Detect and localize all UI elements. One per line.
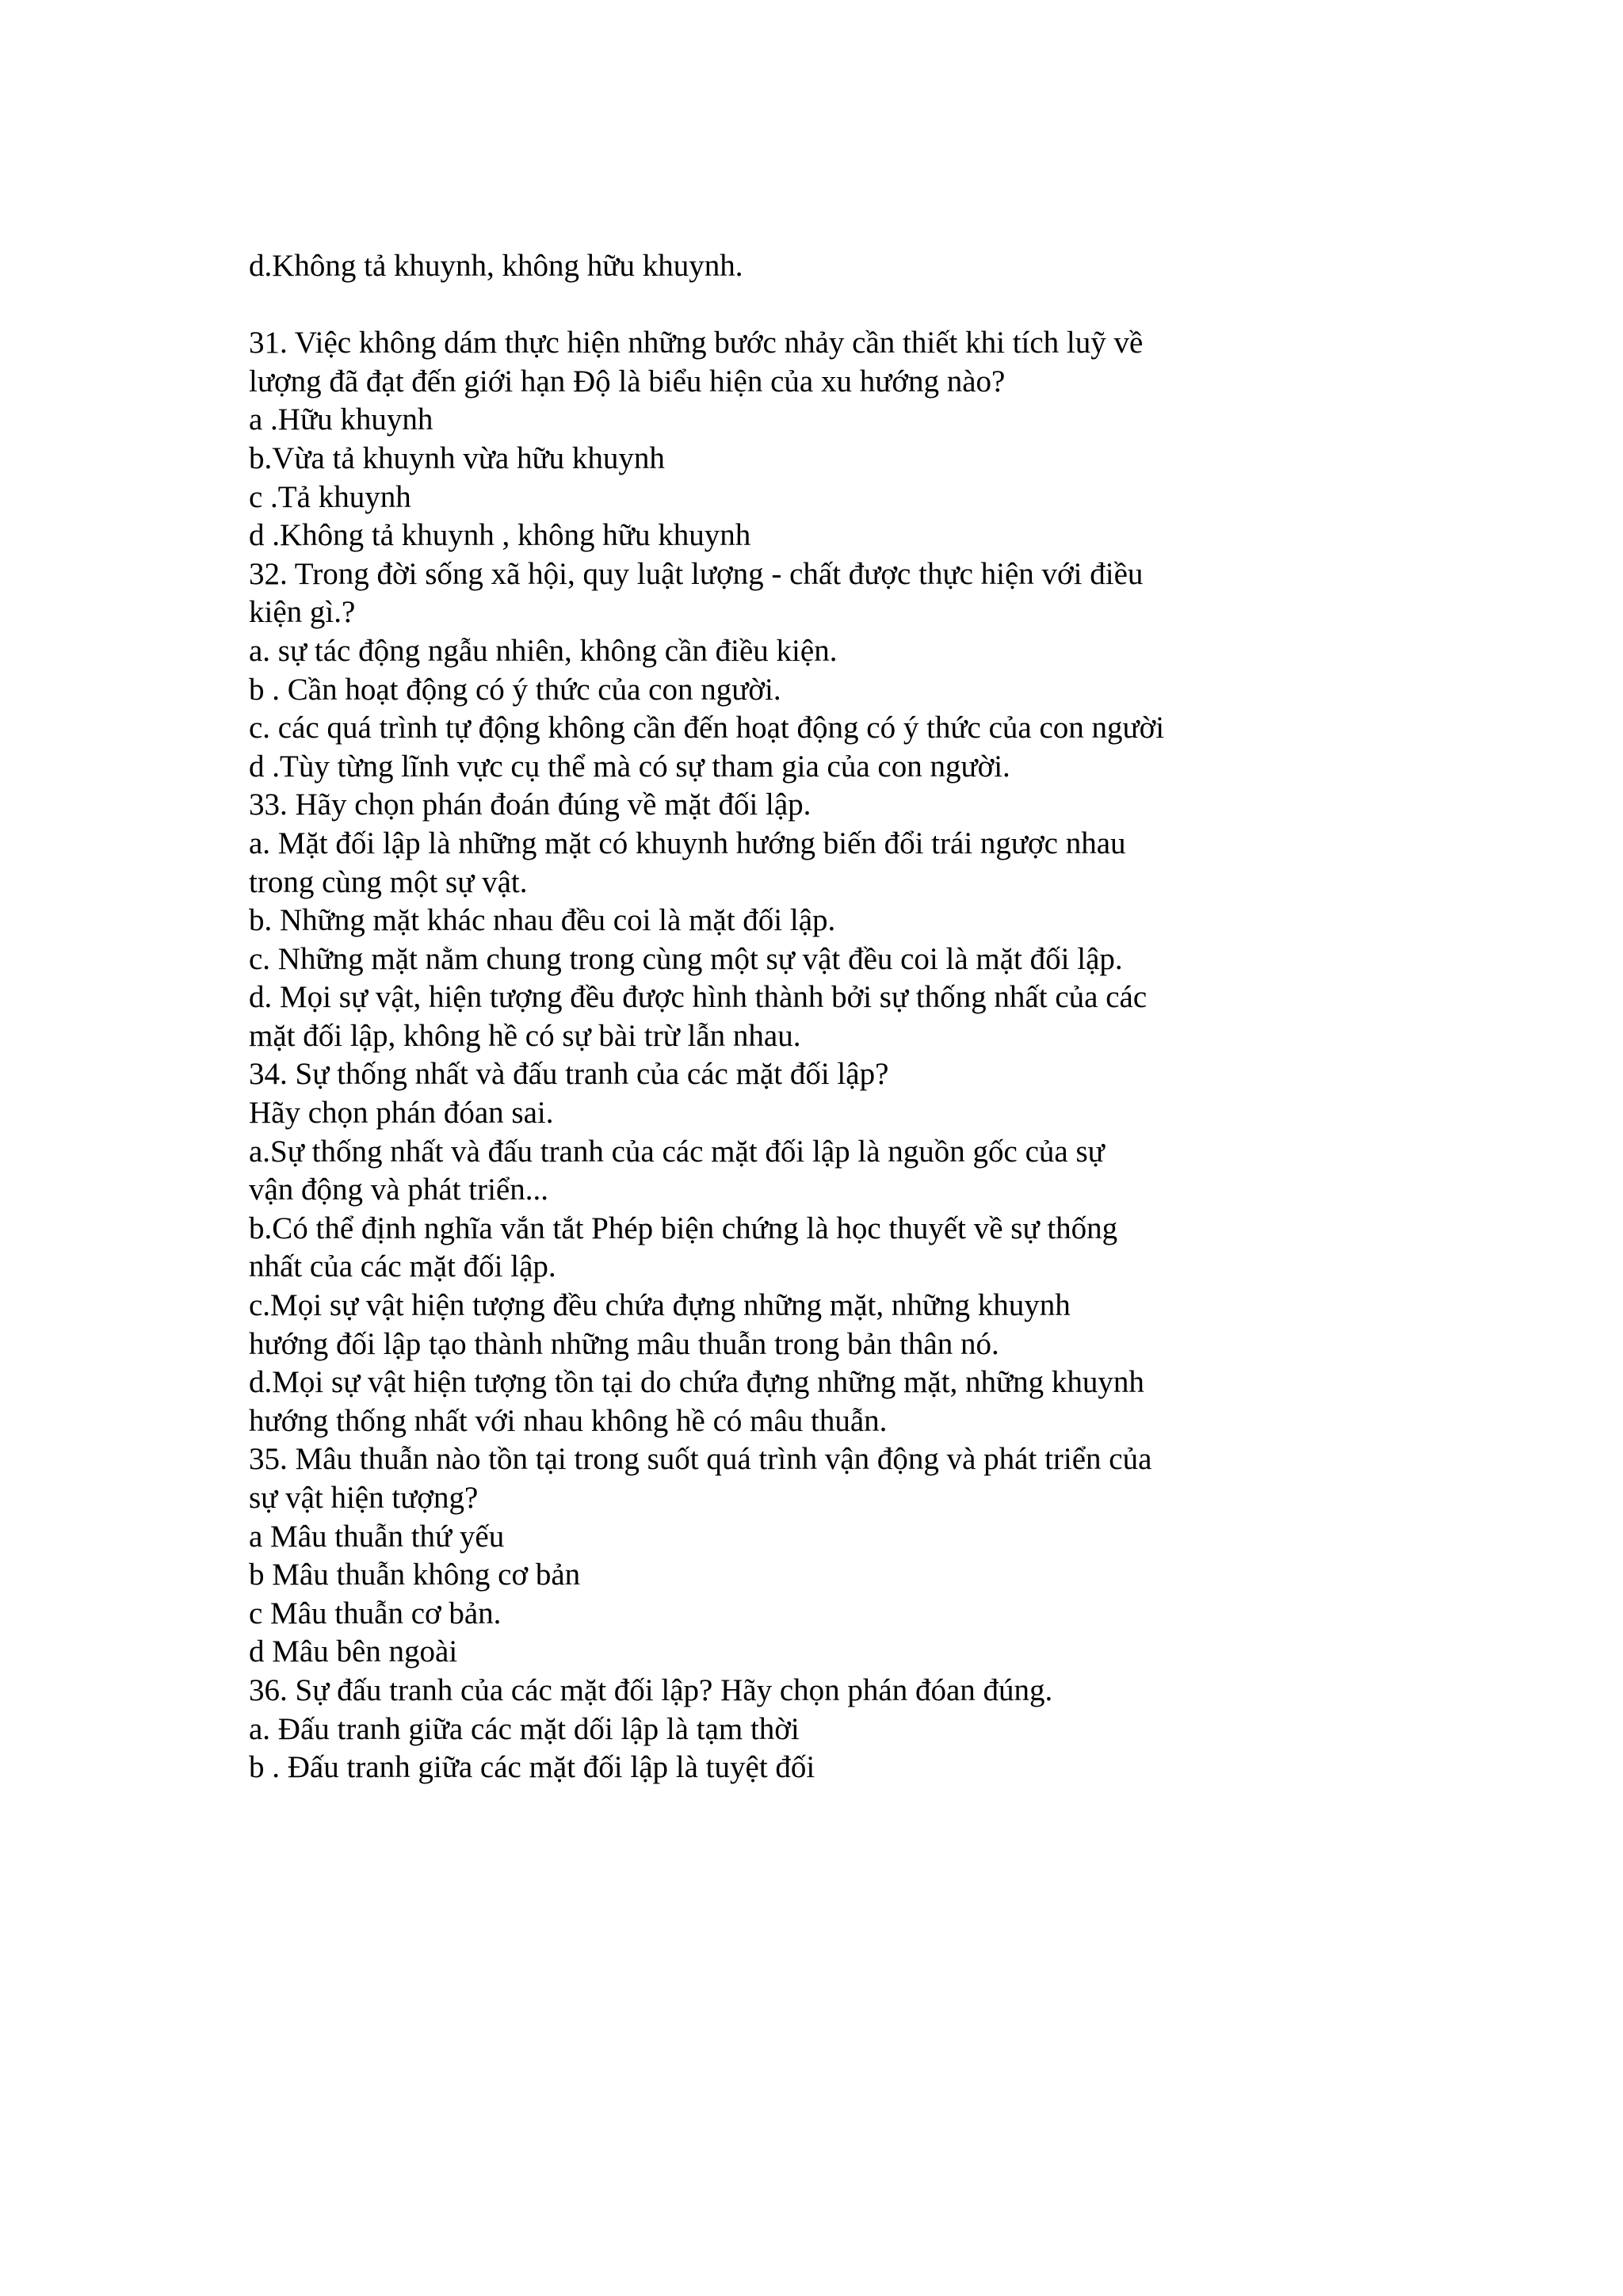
question-33: 33. Hãy chọn phán đoán đúng về mặt đối lập. [249, 788, 812, 822]
answer-option: a. Đấu tranh giữa các mặt dối lập là tạm thời [249, 1711, 800, 1746]
answer-option: a.Sự thống nhất và đấu tranh của các mặt đối lập là nguồn gốc của sự [249, 1134, 1105, 1169]
answer-option: b . Cần hoạt động có ý thức của con người. [249, 672, 781, 707]
question-31-line-2: lượng đã đạt đến giới hạn Độ là biểu hiện của xu hướng nào? [249, 364, 1006, 399]
answer-option: b . Đấu tranh giữa các mặt đối lập là tuyệt đối [249, 1750, 815, 1785]
answer-option-continued: hướng thống nhất với nhau không hề có mâu thuẫn. [249, 1403, 888, 1438]
answer-option: b Mâu thuẫn không cơ bản [249, 1558, 581, 1592]
text-line: d.Không tả khuynh, không hữu khuynh. [249, 249, 743, 283]
answer-option: a Mâu thuẫn thứ yếu [249, 1519, 505, 1554]
answer-option-continued: vận động và phát triển... [249, 1173, 548, 1207]
answer-option-continued: mặt đối lập, không hề có sự bài trừ lẫn nhau. [249, 1018, 801, 1053]
answer-option: c. các quá trình tự động không cần đến hoạt động có ý thức của con người [249, 711, 1165, 746]
question-34-line-2: Hãy chọn phán đóan sai. [249, 1096, 554, 1131]
answer-option-continued: trong cùng một sự vật. [249, 864, 528, 899]
answer-option: b. Những mặt khác nhau đều coi là mặt đối lập. [249, 903, 836, 938]
answer-option: c .Tả khuynh [249, 479, 411, 514]
blank-line [249, 286, 1374, 325]
question-32-line-1: 32. Trong đời sống xã hội, quy luật lượng - chất được thực hiện với điều [249, 556, 1144, 591]
answer-option: c. Những mặt nằm chung trong cùng một sự vật đều coi là mặt đối lập. [249, 941, 1123, 976]
answer-option: d .Không tả khuynh , không hữu khuynh [249, 518, 751, 553]
answer-option-continued: nhất của các mặt đối lập. [249, 1249, 556, 1284]
answer-option: c.Mọi sự vật hiện tượng đều chứa đựng những mặt, những khuynh [249, 1288, 1071, 1323]
question-35-line-1: 35. Mâu thuẫn nào tồn tại trong suốt quá trình vận động và phát triển của [249, 1442, 1152, 1477]
document-body [249, 247, 1374, 1787]
answer-option: b.Có thể định nghĩa vắn tắt Phép biện chứng là học thuyết về sự thống [249, 1211, 1118, 1245]
answer-option: b.Vừa tả khuynh vừa hữu khuynh [249, 441, 665, 475]
question-31-line-1: 31. Việc không dám thực hiện những bước nhảy cần thiết khi tích luỹ về [249, 326, 1144, 360]
answer-option: d. Mọi sự vật, hiện tượng đều được hình thành bởi sự thống nhất của các [249, 980, 1148, 1015]
question-34-line-1: 34. Sự thống nhất và đấu tranh của các mặt đối lập? [249, 1057, 889, 1092]
answer-option: d Mâu bên ngoài [249, 1634, 458, 1669]
answer-option: d.Mọi sự vật hiện tượng tồn tại do chứa đựng những mặt, những khuynh [249, 1365, 1144, 1400]
question-35-line-2: sự vật hiện tượng? [249, 1481, 479, 1515]
answer-option: d .Tùy từng lĩnh vực cụ thể mà có sự tham gia của con người. [249, 749, 1010, 784]
answer-option: a. Mặt đối lập là những mặt có khuynh hướng biến đổi trái ngược nhau [249, 826, 1126, 860]
question-36: 36. Sự đấu tranh của các mặt đối lập? Hãy chọn phán đóan đúng. [249, 1672, 1053, 1707]
answer-option-continued: hướng đối lập tạo thành những mâu thuẫn trong bản thân nó. [249, 1326, 999, 1361]
answer-option: c Mâu thuẫn cơ bản. [249, 1596, 502, 1630]
answer-option: a .Hữu khuynh [249, 402, 433, 437]
answer-option: a. sự tác động ngẫu nhiên, không cần điều kiện. [249, 633, 838, 668]
question-32-line-2: kiện gì.? [249, 595, 356, 630]
